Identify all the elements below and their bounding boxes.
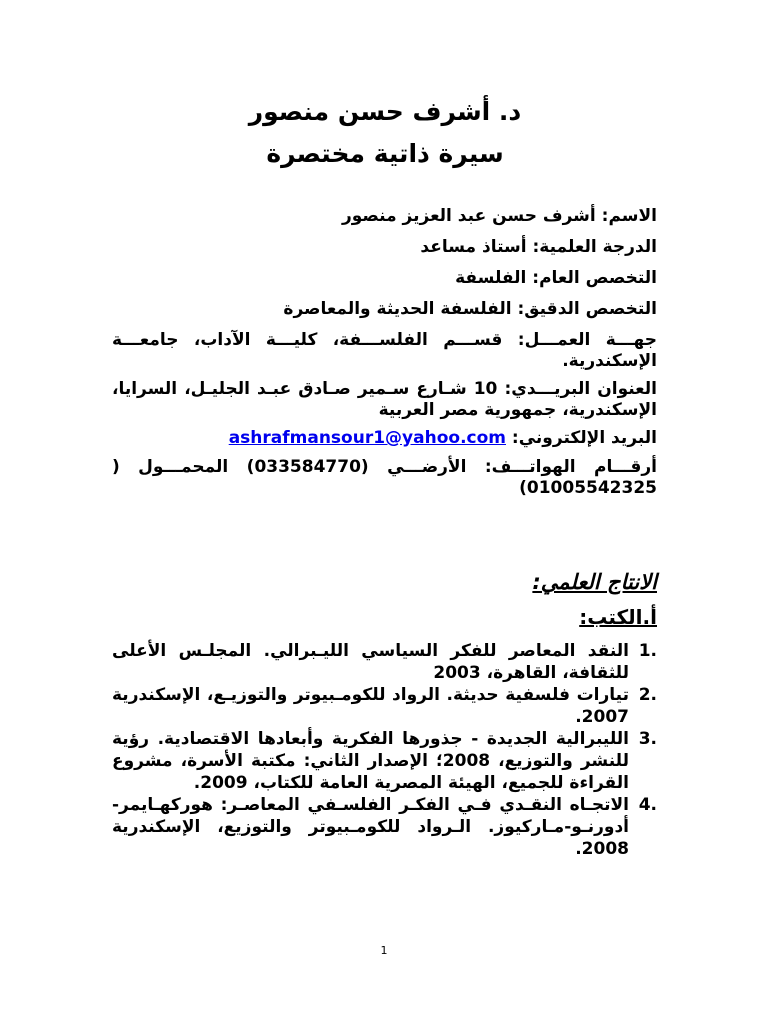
field-label: أرقـــام الهواتـــف: bbox=[484, 457, 658, 477]
field-label: الدرجة العلمية: bbox=[532, 237, 657, 257]
field-label: الاسم: bbox=[601, 206, 657, 226]
field-workplace bbox=[112, 330, 657, 372]
cv-fields bbox=[112, 206, 657, 499]
list-item bbox=[112, 684, 657, 728]
field-email bbox=[112, 428, 657, 449]
list-number: 2. bbox=[638, 685, 657, 705]
book-text: الاتجـاه النقـدي فـي الفكـر الفلسـفي المعاصـر: هوركهـايمر-أدورنـو-مـاركيوز. الـرواد للكومـبيوتر والتوزيع، الإسكندرية 2008. bbox=[112, 795, 629, 859]
field-name bbox=[112, 206, 657, 227]
list-number: 4. bbox=[638, 795, 657, 815]
field-value: الأرضـــي (033584770) المحمـــول ( 01005542325) bbox=[112, 457, 657, 498]
list-number: 1. bbox=[638, 641, 657, 661]
cv-subtitle: سيرة ذاتية مختصرة bbox=[266, 139, 504, 168]
field-phones bbox=[112, 457, 657, 499]
field-value: 10 شـارع سـمير صـادق عبـد الجليـل، السرايا، الإسكندرية، جمهورية مصر العربية bbox=[112, 379, 657, 420]
field-value: أشرف حسن عبد العزيز منصور bbox=[341, 206, 602, 226]
books-list bbox=[112, 640, 657, 860]
book-text: النقد المعاصر للفكر السياسي الليـبرالي. المجلـس الأعلى للثقافة، القاهرة، 2003 bbox=[112, 641, 629, 683]
field-label: التخصص العام: bbox=[532, 268, 657, 288]
field-general-specialty bbox=[112, 268, 657, 289]
scientific-production-heading: الانتاج العلمي: bbox=[532, 570, 657, 594]
email-label: البريد الإلكتروني: bbox=[511, 428, 657, 448]
list-item bbox=[112, 794, 657, 860]
author-title: د. أشرف حسن منصور bbox=[248, 97, 522, 126]
field-label: التخصص الدقيق: bbox=[517, 299, 657, 319]
list-item bbox=[112, 640, 657, 684]
page-number: 1 bbox=[380, 944, 388, 957]
book-text: تيارات فلسفية حديثة. الرواد للكومـبيوتر والتوزيـع، الإسكندرية 2007. bbox=[112, 685, 629, 727]
book-text: الليبرالية الجديدة - جذورها الفكرية وأبعادها الاقتصادية. رؤية للنشر والتوزيع، 2008؛ الإصدار الثاني: مكتبة الأسرة، مشروع القراءة للجميع، الهيئة المصرية العامة للكتاب، 2009. bbox=[112, 729, 629, 793]
field-value: قســـم الفلســـفة، كليـــة الآداب، جامعـــة الإسكندرية. bbox=[112, 330, 657, 371]
field-value: أستاذ مساعد bbox=[420, 237, 533, 257]
field-degree bbox=[112, 237, 657, 258]
field-postal-address bbox=[112, 379, 657, 421]
field-label: العنوان البريـــدي: bbox=[504, 379, 657, 399]
field-value: الفلسفة bbox=[455, 268, 533, 288]
field-label: جهـــة العمـــل: bbox=[517, 330, 657, 350]
field-value: الفلسفة الحديثة والمعاصرة bbox=[283, 299, 518, 319]
field-precise-specialty bbox=[112, 299, 657, 320]
email-link[interactable]: ashrafmansour1@yahoo.com bbox=[228, 428, 506, 448]
books-heading: أ.الكتب: bbox=[579, 605, 657, 629]
list-item bbox=[112, 728, 657, 794]
list-number: 3. bbox=[638, 729, 657, 749]
